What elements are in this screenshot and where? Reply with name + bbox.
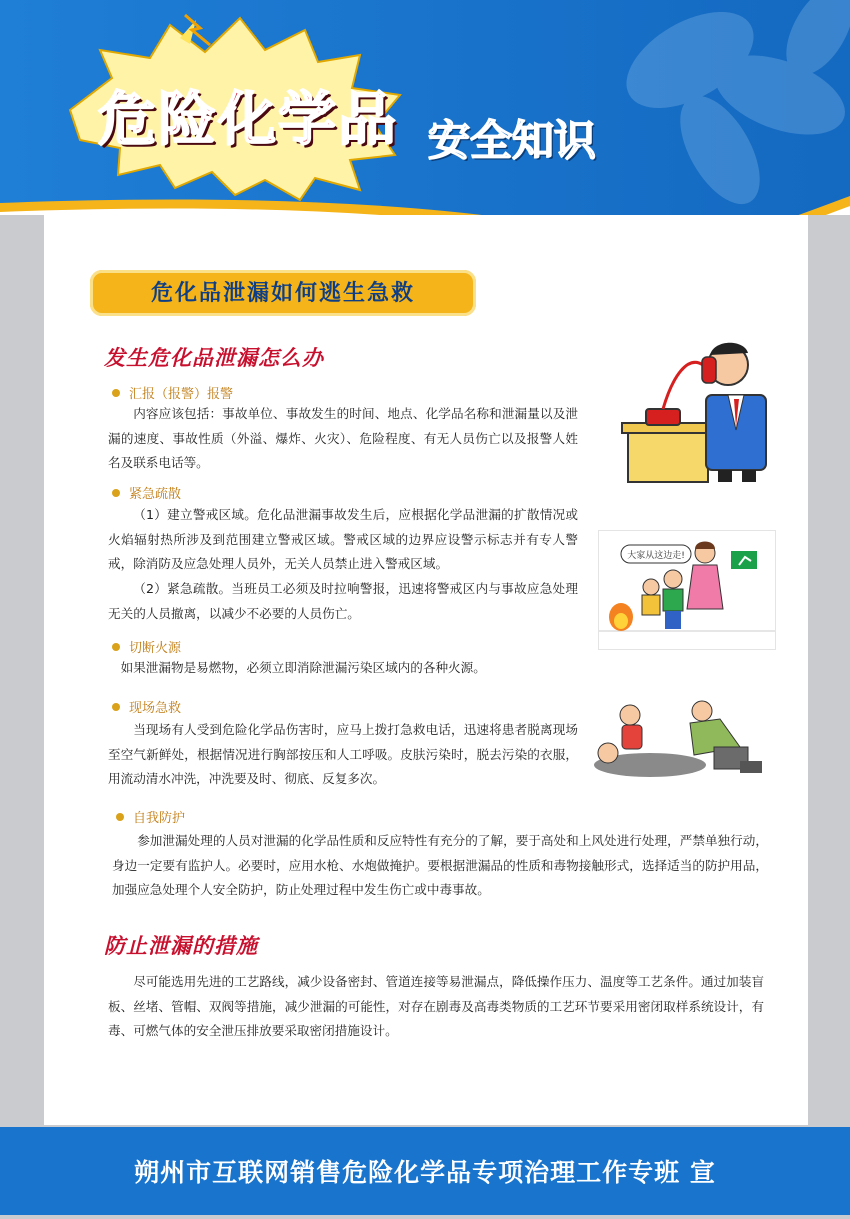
item-report-label: 汇报（报警）报警 [112, 383, 233, 402]
item-firstaid-text: 当现场有人受到危险化学品伤害时，应马上拨打急救电话，迅速将患者脱离现场至空气新鲜处，根据情况进行胸部按压和人工呼吸。皮肤污染时，脱去污染的衣服，用流动清水冲洗，冲洗要及时、彻底、反复多次。 [108, 722, 578, 786]
section2-text: 尽可能选用先进的工艺路线，减少设备密封、管道连接等易泄漏点，降低操作压力、温度等工艺条件。通过加装盲板、丝堵、管帽、双阀等措施，减少泄漏的可能性，对存在剧毒及高毒类物质的工艺环节要采用密闭取样系统设计，有毒、可燃气体的安全泄压排放要采取密闭措施设计。 [108, 974, 764, 1038]
item-evacuate-text2: （2）紧急疏散。当班员工必须及时拉响警报，迅速将警戒区内与事故应急处理无关的人员撤离，以减少不必要的人员伤亡。 [108, 581, 578, 621]
item-firesource-text: 如果泄漏物是易燃物，必须立即消除泄漏污染区域内的各种火源。 [120, 660, 486, 675]
item-firesource-label: 切断火源 [112, 637, 181, 656]
item-evacuate-label: 紧急疏散 [112, 483, 181, 502]
item-protection-text: 参加泄漏处理的人员对泄漏的化学品性质和反应特性有充分的了解，要于高处和上风处进行处理，严禁单独行动，身边一定要有监护人。必要时，应用水枪、水炮做掩护。要根据泄漏品的性质和毒物接触形式，选择适当的防护用品，加强应急处理个人安全防护，防止处理过程中发生伤亡或中毒事故。 [112, 833, 768, 897]
footer-text: 朔州市互联网销售危险化学品专项治理工作专班 宣 [134, 1158, 716, 1187]
poster-title: 危险化学品 [98, 85, 399, 153]
section-banner [90, 270, 476, 316]
illustration-first-aid [590, 695, 772, 785]
section2-heading: 防止泄漏的措施 [104, 933, 258, 958]
section1-heading: 发生危化品泄漏怎么办 [104, 345, 324, 370]
evacuation-icon [599, 531, 775, 649]
illustration-phone-call [618, 335, 778, 485]
item-protection-label: 自我防护 [116, 807, 185, 826]
item-evacuate-text: （1）建立警戒区域。危化品泄漏事故发生后，应根据化学品泄漏的扩散情况或火焰辐射热所涉及到范围建立警戒区域。警戒区域的边界应设警示标志并有专人警戒，除消防及应急处理人员外，无关人员禁止进入警戒区域。 [108, 507, 578, 571]
illustration-evacuation [598, 530, 776, 650]
poster-subtitle: 安全知识 [428, 116, 597, 165]
item-firstaid-label: 现场急救 [112, 697, 181, 716]
evacuation-sign-text: 大家从这边走! [627, 551, 685, 561]
section-banner-text: 危化品泄漏如何逃生急救 [150, 280, 415, 306]
first-aid-icon [590, 695, 772, 785]
poster-footer [0, 1127, 850, 1215]
phone-call-icon [618, 335, 778, 485]
item-report-text: 内容应该包括：事故单位、事故发生的时间、地点、化学品名称和泄漏量以及泄漏的速度、事故性质（外溢、爆炸、火灾）、危险程度、有无人员伤亡以及报警人姓名及联系电话等。 [108, 406, 578, 470]
